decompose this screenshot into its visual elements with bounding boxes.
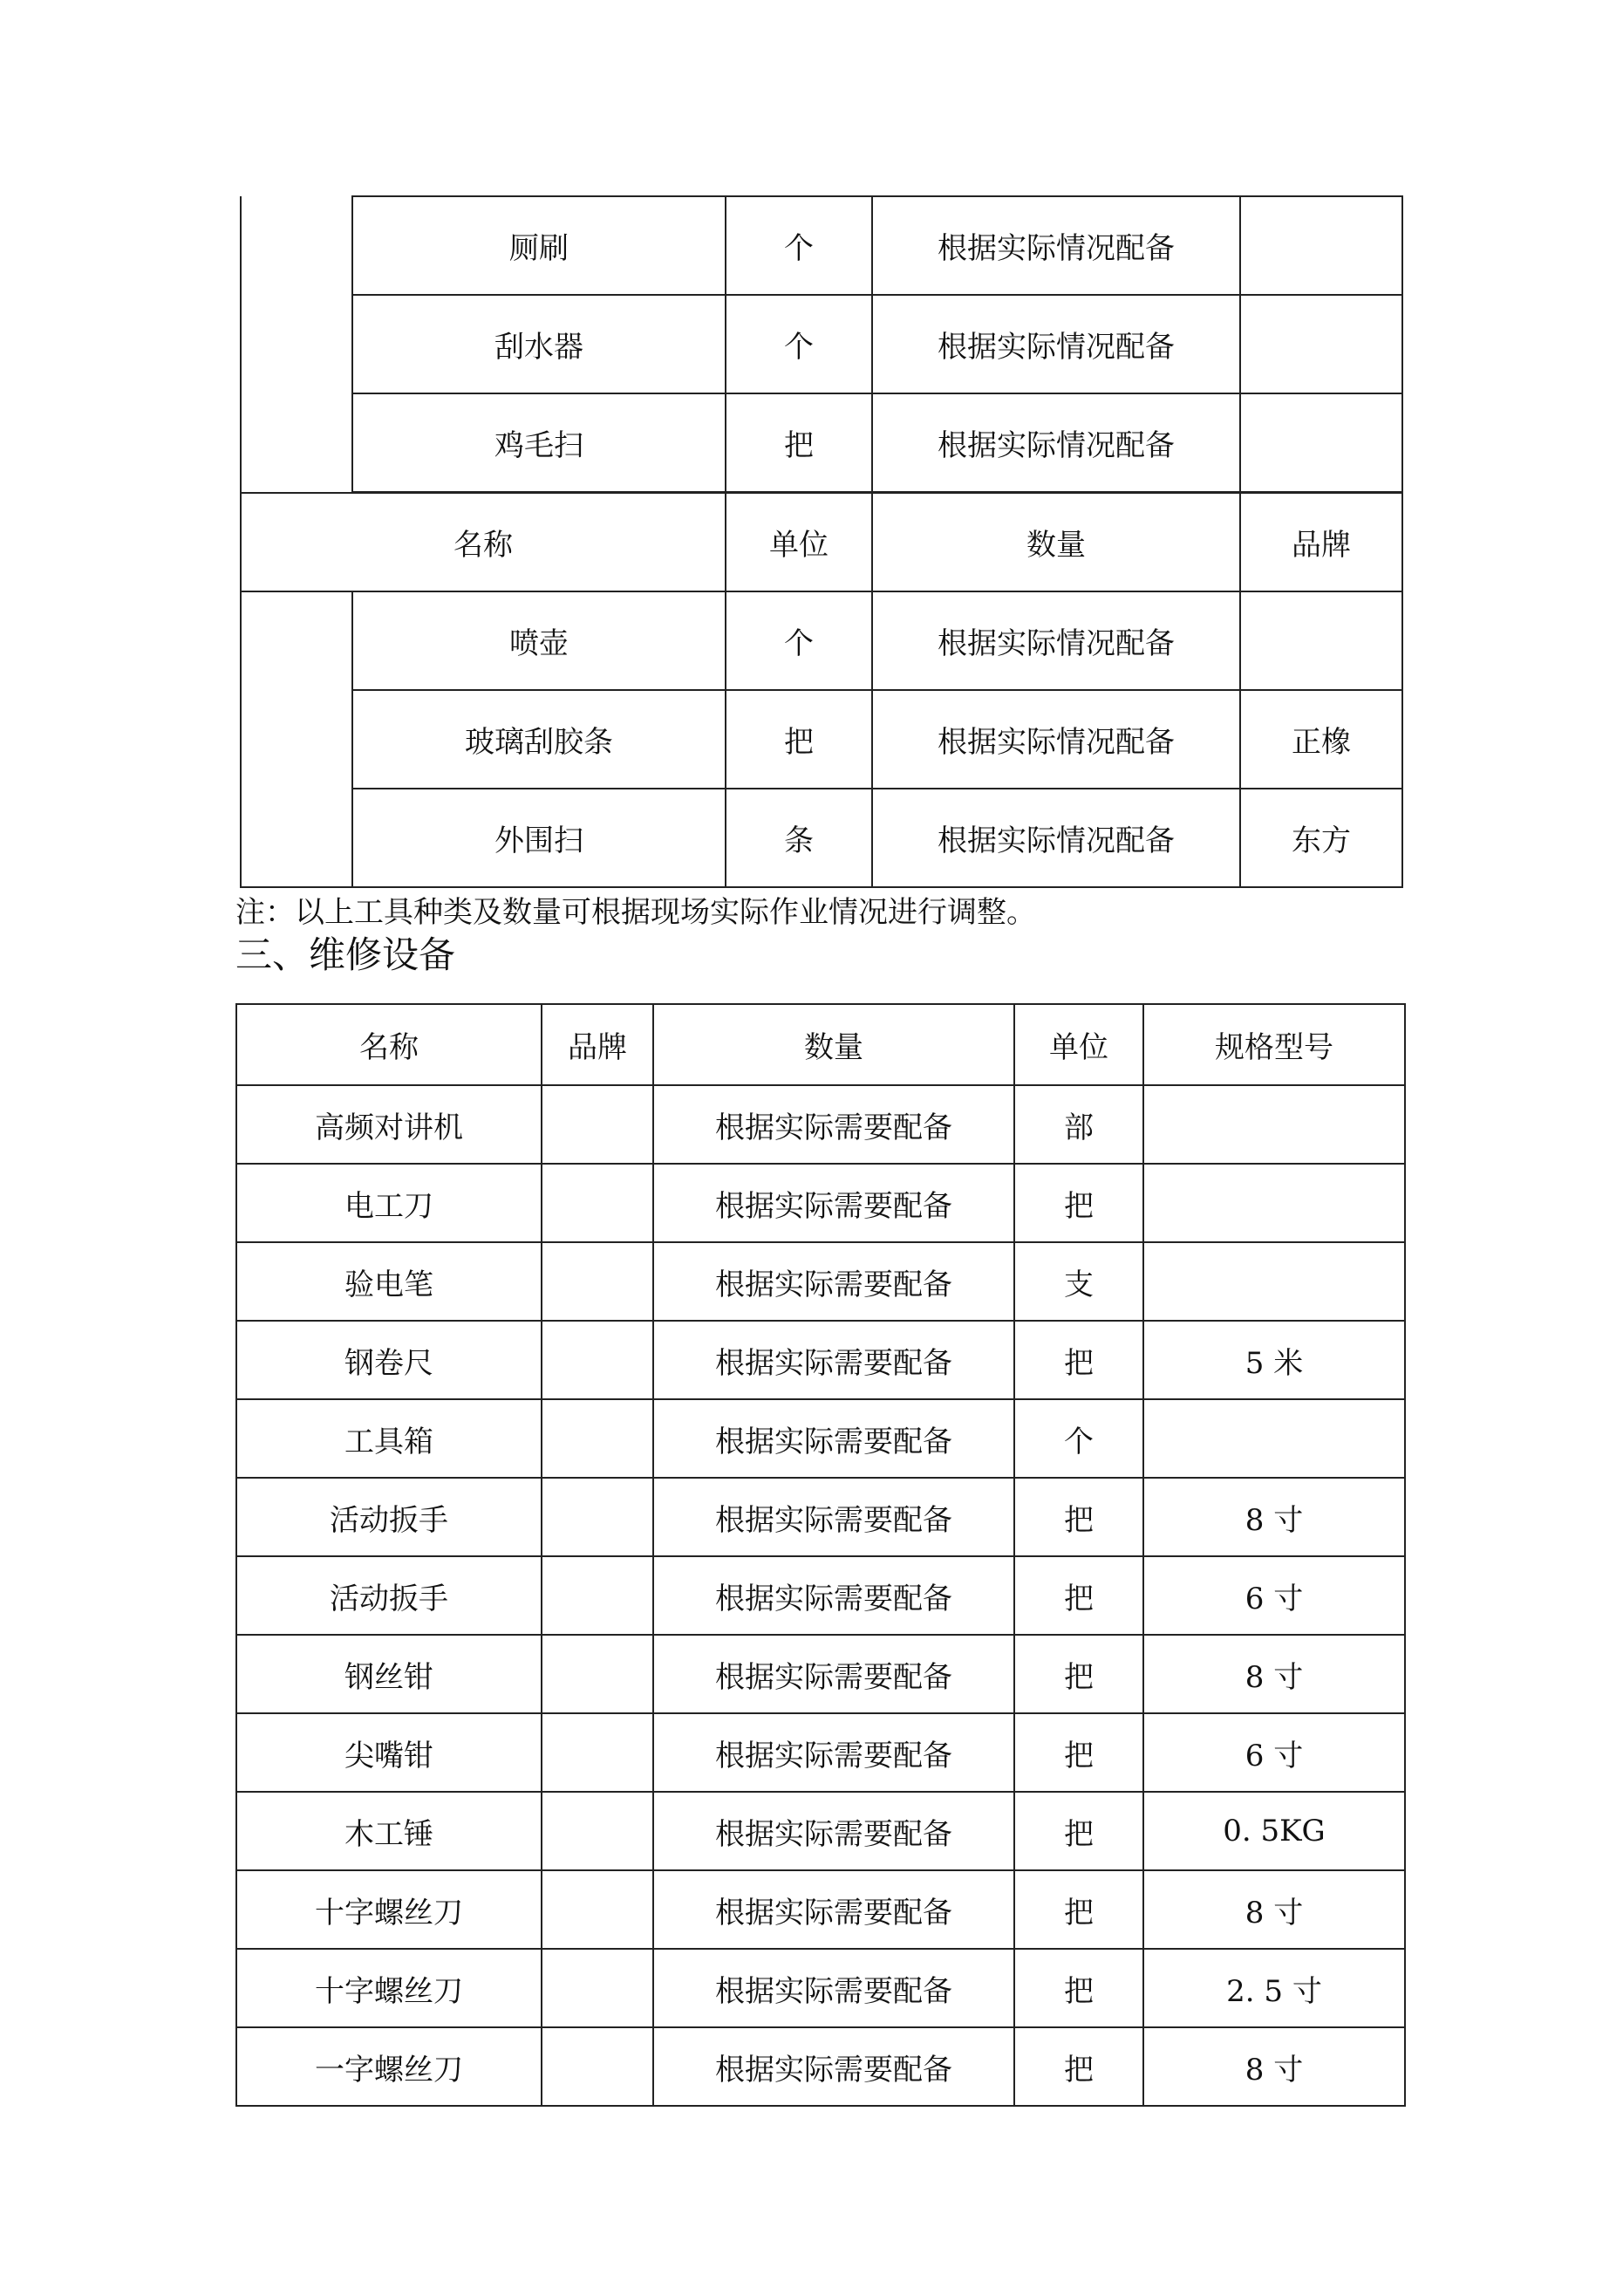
item-spec: 2. 5 寸 bbox=[1143, 1949, 1405, 2027]
category-cell bbox=[241, 196, 352, 492]
section-title: 三、维修设备 bbox=[235, 933, 456, 976]
category-cell bbox=[241, 591, 352, 887]
item-brand: 东方 bbox=[1240, 789, 1402, 887]
item-unit: 条 bbox=[726, 789, 872, 887]
header-brand: 品牌 bbox=[542, 1004, 653, 1085]
item-name: 刮水器 bbox=[352, 295, 726, 393]
item-qty: 根据实际需要配备 bbox=[653, 1870, 1014, 1949]
item-spec: 6 寸 bbox=[1143, 1556, 1405, 1635]
table-row bbox=[236, 1635, 1405, 1713]
item-brand bbox=[542, 1399, 653, 1478]
item-name: 木工锤 bbox=[236, 1792, 542, 1870]
item-spec: 6 寸 bbox=[1143, 1713, 1405, 1792]
item-spec: 8 寸 bbox=[1143, 1635, 1405, 1713]
item-name: 活动扳手 bbox=[236, 1556, 542, 1635]
item-brand bbox=[542, 1870, 653, 1949]
item-brand bbox=[542, 1635, 653, 1713]
item-name: 玻璃刮胶条 bbox=[352, 690, 726, 789]
table-row bbox=[236, 1399, 1405, 1478]
table-row bbox=[236, 2027, 1405, 2106]
item-unit: 把 bbox=[726, 690, 872, 789]
item-name: 鸡毛扫 bbox=[352, 393, 726, 492]
item-unit: 个 bbox=[1014, 1399, 1143, 1478]
item-name: 尖嘴钳 bbox=[236, 1713, 542, 1792]
item-spec: 8 寸 bbox=[1143, 1478, 1405, 1556]
item-name: 厕刷 bbox=[352, 196, 726, 295]
table-row bbox=[236, 1321, 1405, 1399]
table-header-row bbox=[236, 1004, 1405, 1085]
item-name: 十字螺丝刀 bbox=[236, 1949, 542, 2027]
item-spec bbox=[1143, 1085, 1405, 1164]
cleaning-tools-table-continued bbox=[240, 195, 1403, 493]
table-row bbox=[241, 393, 1402, 492]
item-unit: 把 bbox=[1014, 1478, 1143, 1556]
item-name: 工具箱 bbox=[236, 1399, 542, 1478]
item-qty: 根据实际需要配备 bbox=[653, 1949, 1014, 2027]
header-unit: 单位 bbox=[726, 493, 872, 591]
item-name: 钢卷尺 bbox=[236, 1321, 542, 1399]
table-row bbox=[236, 1085, 1405, 1164]
table-row bbox=[236, 1713, 1405, 1792]
item-spec bbox=[1143, 1242, 1405, 1321]
table-row bbox=[241, 690, 1402, 789]
item-brand bbox=[1240, 196, 1402, 295]
item-spec: 5 米 bbox=[1143, 1321, 1405, 1399]
item-qty: 根据实际情况配备 bbox=[872, 789, 1240, 887]
item-brand bbox=[542, 1949, 653, 2027]
item-unit: 把 bbox=[1014, 1321, 1143, 1399]
item-unit: 个 bbox=[726, 295, 872, 393]
item-qty: 根据实际需要配备 bbox=[653, 1164, 1014, 1242]
item-unit: 个 bbox=[726, 196, 872, 295]
item-unit: 个 bbox=[726, 591, 872, 690]
table-row bbox=[236, 1556, 1405, 1635]
table-row bbox=[236, 1792, 1405, 1870]
item-qty: 根据实际情况配备 bbox=[872, 591, 1240, 690]
maintenance-equipment-table bbox=[235, 1003, 1406, 2107]
item-qty: 根据实际需要配备 bbox=[653, 1321, 1014, 1399]
item-spec bbox=[1143, 1164, 1405, 1242]
item-qty: 根据实际需要配备 bbox=[653, 2027, 1014, 2106]
note-text: 注：以上工具种类及数量可根据现场实际作业情况进行调整。 bbox=[235, 895, 1036, 930]
table-row bbox=[236, 1478, 1405, 1556]
table-row bbox=[241, 196, 1402, 295]
item-qty: 根据实际情况配备 bbox=[872, 393, 1240, 492]
item-name: 钢丝钳 bbox=[236, 1635, 542, 1713]
table-row bbox=[241, 591, 1402, 690]
item-qty: 根据实际需要配备 bbox=[653, 1792, 1014, 1870]
header-name: 名称 bbox=[236, 1004, 542, 1085]
item-name: 一字螺丝刀 bbox=[236, 2027, 542, 2106]
item-qty: 根据实际情况配备 bbox=[872, 690, 1240, 789]
item-brand: 正橡 bbox=[1240, 690, 1402, 789]
header-unit: 单位 bbox=[1014, 1004, 1143, 1085]
table-row bbox=[241, 295, 1402, 393]
item-qty: 根据实际需要配备 bbox=[653, 1085, 1014, 1164]
item-unit: 把 bbox=[1014, 1949, 1143, 2027]
item-unit: 把 bbox=[726, 393, 872, 492]
item-brand bbox=[542, 1556, 653, 1635]
item-qty: 根据实际情况配备 bbox=[872, 196, 1240, 295]
item-brand bbox=[542, 1242, 653, 1321]
item-unit: 把 bbox=[1014, 1635, 1143, 1713]
item-brand bbox=[1240, 393, 1402, 492]
item-unit: 把 bbox=[1014, 2027, 1143, 2106]
item-name: 活动扳手 bbox=[236, 1478, 542, 1556]
item-brand bbox=[542, 1478, 653, 1556]
item-brand bbox=[542, 1792, 653, 1870]
item-name: 高频对讲机 bbox=[236, 1085, 542, 1164]
item-name: 喷壶 bbox=[352, 591, 726, 690]
item-unit: 部 bbox=[1014, 1085, 1143, 1164]
item-brand bbox=[1240, 295, 1402, 393]
item-name: 电工刀 bbox=[236, 1164, 542, 1242]
table-row bbox=[236, 1242, 1405, 1321]
item-name: 十字螺丝刀 bbox=[236, 1870, 542, 1949]
header-name: 名称 bbox=[241, 493, 726, 591]
item-qty: 根据实际情况配备 bbox=[872, 295, 1240, 393]
item-qty: 根据实际需要配备 bbox=[653, 1242, 1014, 1321]
item-qty: 根据实际需要配备 bbox=[653, 1399, 1014, 1478]
item-brand bbox=[542, 2027, 653, 2106]
header-qty: 数量 bbox=[653, 1004, 1014, 1085]
item-unit: 把 bbox=[1014, 1164, 1143, 1242]
item-brand bbox=[542, 1321, 653, 1399]
item-spec: 8 寸 bbox=[1143, 1870, 1405, 1949]
item-unit: 支 bbox=[1014, 1242, 1143, 1321]
header-spec: 规格型号 bbox=[1143, 1004, 1405, 1085]
item-name: 验电笔 bbox=[236, 1242, 542, 1321]
item-name: 外围扫 bbox=[352, 789, 726, 887]
item-brand bbox=[542, 1713, 653, 1792]
item-unit: 把 bbox=[1014, 1556, 1143, 1635]
item-qty: 根据实际需要配备 bbox=[653, 1478, 1014, 1556]
item-unit: 把 bbox=[1014, 1713, 1143, 1792]
header-qty: 数量 bbox=[872, 493, 1240, 591]
item-qty: 根据实际需要配备 bbox=[653, 1635, 1014, 1713]
item-unit: 把 bbox=[1014, 1870, 1143, 1949]
table-row bbox=[236, 1870, 1405, 1949]
header-brand: 品牌 bbox=[1240, 493, 1402, 591]
item-brand bbox=[542, 1164, 653, 1242]
item-spec bbox=[1143, 1399, 1405, 1478]
item-qty: 根据实际需要配备 bbox=[653, 1556, 1014, 1635]
table-row bbox=[236, 1949, 1405, 2027]
table-row bbox=[236, 1164, 1405, 1242]
cleaning-tools-table bbox=[240, 492, 1403, 888]
item-brand bbox=[1240, 591, 1402, 690]
item-qty: 根据实际需要配备 bbox=[653, 1713, 1014, 1792]
table-header-row bbox=[241, 493, 1402, 591]
item-spec: 0. 5KG bbox=[1143, 1792, 1405, 1870]
item-brand bbox=[542, 1085, 653, 1164]
item-spec: 8 寸 bbox=[1143, 2027, 1405, 2106]
item-unit: 把 bbox=[1014, 1792, 1143, 1870]
table-row bbox=[241, 789, 1402, 887]
